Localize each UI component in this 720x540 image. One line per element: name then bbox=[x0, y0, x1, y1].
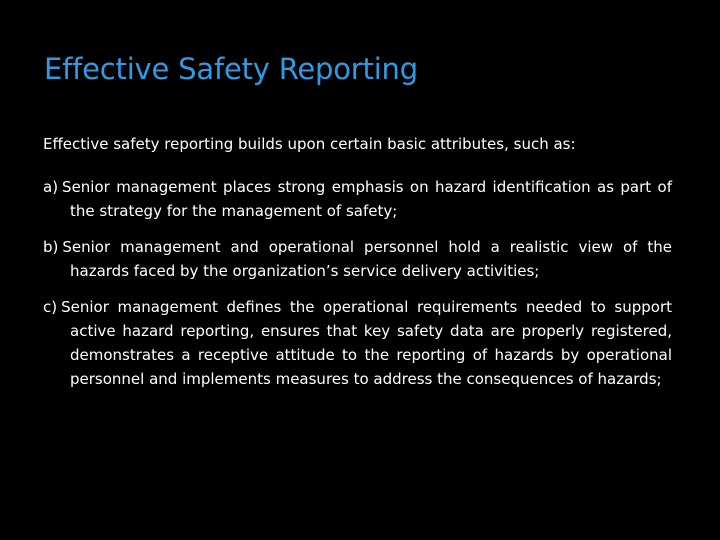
slide-content bbox=[43, 132, 672, 403]
slide-title: Effective Safety Reporting bbox=[44, 52, 418, 86]
point-b bbox=[43, 235, 672, 283]
intro-text: Effective safety reporting builds upon certain basic attributes, such as: bbox=[43, 135, 576, 153]
point-b-letter: b) bbox=[43, 238, 59, 256]
point-c-letter: c) bbox=[43, 298, 58, 316]
point-c-text: Senior management defines the operational requirements needed to support active hazard reporting, ensures that key safety data are properly registered, demonstrates a receptive attitude to the reporting of hazards by operational personnel and implements measures to address the consequences of hazards; bbox=[61, 298, 672, 388]
point-a-text: Senior management places strong emphasis on hazard identification as part of the strategy for the management of safety; bbox=[62, 178, 672, 220]
point-a-letter: a) bbox=[43, 178, 59, 196]
point-a bbox=[43, 175, 672, 223]
point-c bbox=[43, 295, 672, 391]
point-b-text: Senior management and operational personnel hold a realistic view of the hazards faced by the organization’s service delivery activities; bbox=[62, 238, 672, 280]
